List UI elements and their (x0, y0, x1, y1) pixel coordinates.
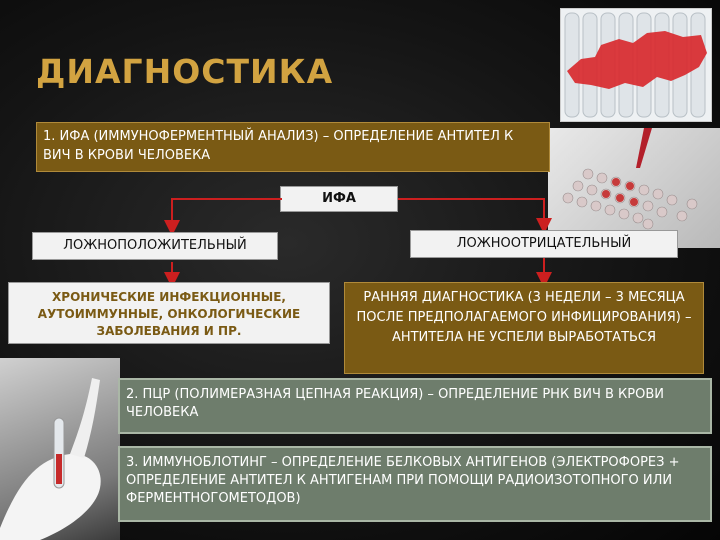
false-positive-reasons-box (8, 282, 330, 344)
false-positive-reasons-text: ХРОНИЧЕСКИЕ ИНФЕКЦИОННЫЕ, АУТОИММУННЫЕ, ОНКОЛОГИЧЕСКИЕ ЗАБОЛЕВАНИЯ И ПР. (37, 290, 301, 338)
immunoblotting-text: 3. ИММУНОБЛОТИНГ – ОПРЕДЕЛЕНИЕ БЕЛКОВЫХ АНТИГЕНОВ (ЭЛЕКТРОФОРЕЗ + ОПРЕДЕЛЕНИЕ АНТИТЕЛ К АНТИГЕНАМ ПРИ ПОМОЩИ РАДИОИЗОТОПНОГО ИЛИ ФЕРМЕНТНОГОМЕТОДОВ) (126, 455, 680, 506)
false-positive-label: ЛОЖНОПОЛОЖИТЕЛЬНЫЙ (63, 238, 247, 253)
arrow-left (172, 199, 282, 228)
false-negative-box (410, 230, 678, 258)
false-negative-reasons-box (344, 282, 704, 374)
arrow-right (398, 199, 544, 226)
ifa-label: ИФА (322, 191, 356, 206)
pcr-block (118, 378, 712, 434)
false-positive-box (32, 232, 278, 260)
page-title: ДИАГНОСТИКА (36, 52, 334, 91)
false-negative-reasons-text: РАННЯЯ ДИАГНОСТИКА (3 НЕДЕЛИ – 3 МЕСЯЦА ПОСЛЕ ПРЕДПОЛАГАЕМОГО ИНФИЦИРОВАНИЯ) – АНТИТЕЛА НЕ УСПЕЛИ ВЫРАБОТАТЬСЯ (356, 290, 692, 345)
pcr-text: 2. ПЦР (ПОЛИМЕРАЗНАЯ ЦЕПНАЯ РЕАКЦИЯ) – ОПРЕДЕЛЕНИЕ РНК ВИЧ В КРОВИ ЧЕЛОВЕКА (126, 387, 664, 420)
false-negative-label: ЛОЖНООТРИЦАТЕЛЬНЫЙ (456, 236, 632, 251)
immunoblotting-block (118, 446, 712, 522)
ifa-definition-text: 1. ИФА (ИММУНОФЕРМЕНТНЫЙ АНАЛИЗ) – ОПРЕДЕЛЕНИЕ АНТИТЕЛ К ВИЧ В КРОВИ ЧЕЛОВЕКА (43, 129, 514, 163)
